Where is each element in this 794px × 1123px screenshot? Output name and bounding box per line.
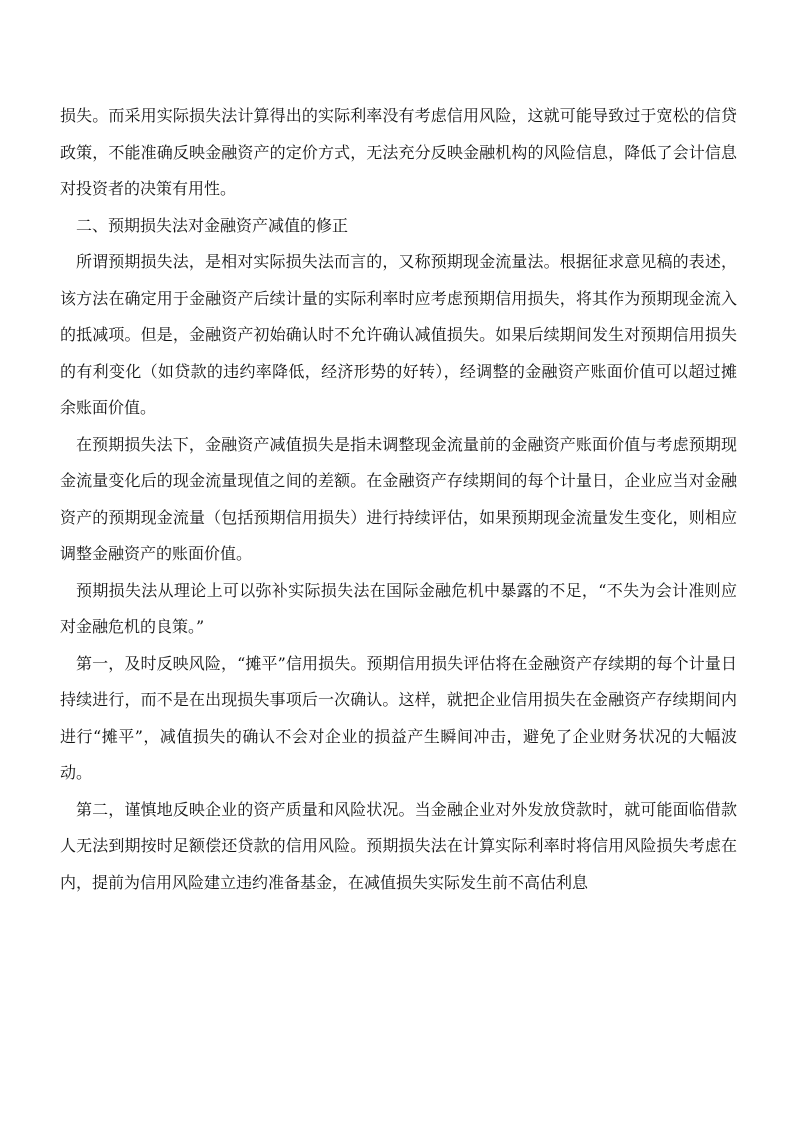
paragraph: 在预期损失法下，金融资产减值损失是指未调整现金流量前的金融资产账面价值与考虑预期现金流量变化后的现金流量现值之间的差额。在金融资产存续期间的每个计量日，企业应当对金融资产的预期现金流量（包括预期信用损失）进行持续评估，如果预期现金流量发生变化，则相应调整金融资产的账面价值。 <box>60 434 737 563</box>
section-heading: 二、预期损失法对金融资产减值的修正 <box>76 215 349 235</box>
paragraph-continuation: 损失。而采用实际损失法计算得出的实际利率没有考虑信用风险，这就可能导致过于宽松的信贷政策，不能准确反映金融资产的定价方式，无法充分反映金融机构的风险信息，降低了会计信息对投资者的决策有用性。 <box>60 106 737 198</box>
paragraph: 预期损失法从理论上可以弥补实际损失法在国际金融危机中暴露的不足，“不失为会计准则应对金融危机的良策。” <box>60 580 737 636</box>
paragraph: 所谓预期损失法，是相对实际损失法而言的，又称预期现金流量法。根据征求意见稿的表述，该方法在确定用于金融资产后续计量的实际利率时应考虑预期信用损失，将其作为预期现金流入的抵减项。但是，金融资产初始确认时不允许确认减值损失。如果后续期间发生对预期信用损失的有利变化（如贷款的违约率降低，经济形势的好转），经调整的金融资产账面价值可以超过摊余账面价值。 <box>60 252 737 417</box>
document-body <box>60 98 737 901</box>
paragraph: 第二，谨慎地反映企业的资产质量和风险状况。当金融企业对外发放贷款时，就可能面临借款人无法到期按时足额偿还贷款的信用风险。预期损失法在计算实际利率时将信用风险损失考虑在内，提前为信用风险建立违约准备基金，在减值损失实际发生前不高估利息 <box>60 799 737 892</box>
paragraph: 第一，及时反映风险，“摊平”信用损失。预期信用损失评估将在金融资产存续期的每个计量日持续进行，而不是在出现损失事项后一次确认。这样，就把企业信用损失在金融资产存续期间内进行“摊平”，减值损失的确认不会对企业的损益产生瞬间冲击，避免了企业财务状况的大幅波动。 <box>60 653 737 782</box>
